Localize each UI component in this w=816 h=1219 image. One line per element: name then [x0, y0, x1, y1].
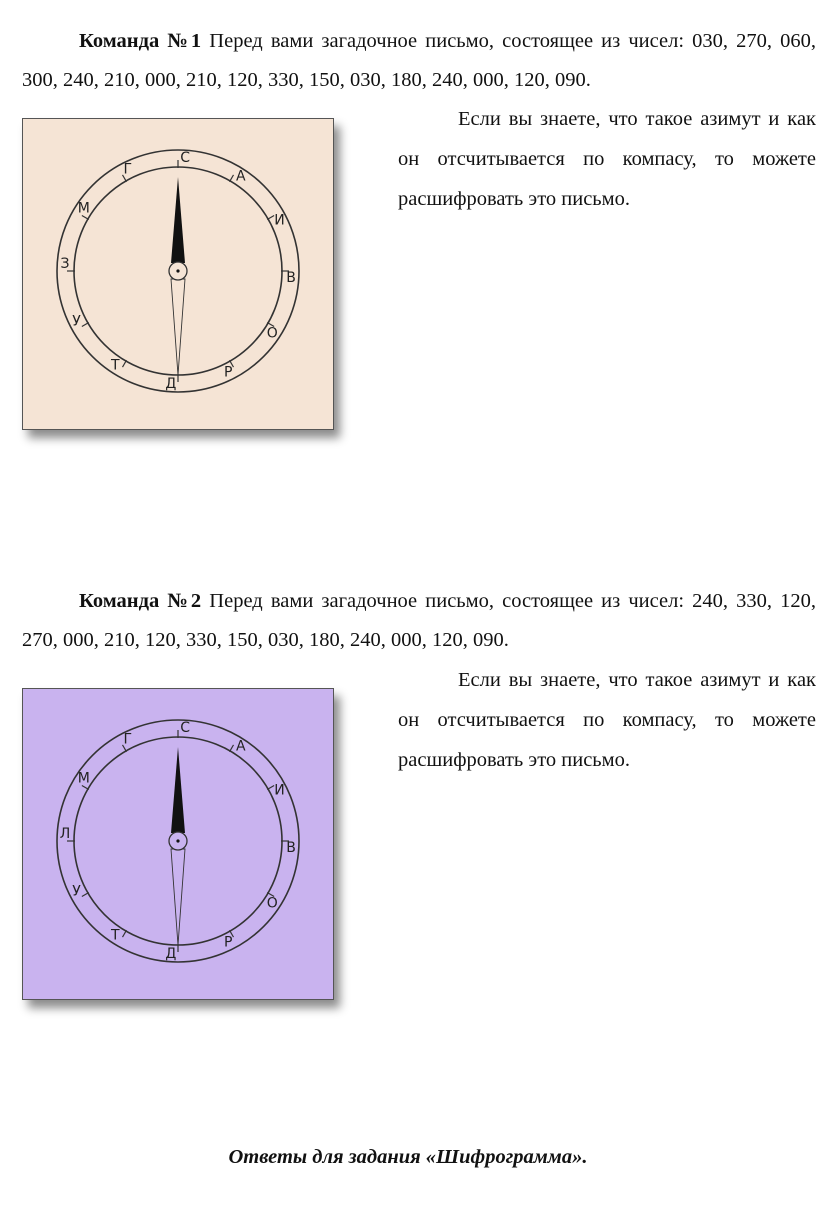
team2-task: [22, 582, 816, 660]
compass-letter: И: [274, 212, 285, 229]
compass-letter: Т: [110, 927, 120, 944]
team1-hint: [398, 99, 816, 219]
compass-letter: А: [235, 738, 246, 755]
pivot-dot: [176, 269, 179, 272]
compass-letter: Л: [59, 825, 71, 842]
team2-text: Перед вами загадочное письмо, состоящее из чисел: 240, 330, 120, 270, 000, 210, 120, 330, 150, 030, 180, 240, 000, 120, 090.: [22, 590, 816, 651]
compass-letter: Р: [224, 364, 233, 381]
compass-letter: Р: [224, 934, 233, 951]
team2-heading: Команда №2: [79, 590, 202, 612]
compass-letter: У: [72, 883, 81, 900]
pivot-dot: [176, 839, 179, 842]
team2-compass-svg: [23, 689, 333, 999]
compass-letter: М: [77, 200, 90, 217]
compass-letter: И: [274, 782, 285, 799]
team2-hint: [398, 660, 816, 780]
compass-letter: В: [286, 840, 296, 857]
azimuth-tick: [267, 786, 274, 790]
azimuth-tick: [82, 893, 89, 897]
compass-letter: Т: [110, 357, 120, 374]
team1-hint-text: Если вы знаете, что такое азимут и как он отсчитывается по компасу, то можете расшифровать это письмо.: [398, 108, 816, 210]
azimuth-tick: [123, 930, 127, 937]
azimuth-tick: [82, 323, 89, 327]
compass-letter: М: [77, 770, 90, 787]
azimuth-tick: [123, 360, 127, 367]
team1-heading: Команда №1: [79, 30, 202, 52]
compass-letter: С: [180, 720, 191, 736]
team2-hint-text: Если вы знаете, что такое азимут и как он отсчитывается по компасу, то можете расшифровать это письмо.: [398, 669, 816, 771]
needle-south: [171, 279, 185, 375]
compass-letter: З: [60, 255, 70, 272]
compass-letter: С: [180, 150, 191, 166]
team1-compass-svg: [23, 119, 333, 429]
needle-north: [171, 747, 185, 833]
azimuth-tick: [230, 175, 234, 182]
team1-task: [22, 22, 816, 100]
azimuth-tick: [230, 745, 234, 752]
team2-compass: [22, 688, 334, 1000]
team1-compass: [22, 118, 334, 430]
compass-letter: Г: [123, 161, 133, 178]
team1-text: Перед вами загадочное письмо, состоящее из чисел: 030, 270, 060, 300, 240, 210, 000, 210, 120, 330, 150, 030, 180, 240, 000, 120, 090.: [22, 30, 816, 91]
compass-letter: У: [72, 313, 81, 330]
compass-letter: В: [286, 270, 296, 287]
compass-letter: А: [235, 168, 246, 185]
needle-south: [171, 849, 185, 945]
compass-letter: Д: [165, 376, 177, 392]
compass-letter: О: [266, 895, 278, 912]
needle-north: [171, 177, 185, 263]
compass-letter: Г: [123, 731, 133, 748]
compass-letter: Д: [165, 946, 177, 962]
answers-title: Ответы для задания «Шифрограмма».: [228, 1146, 588, 1168]
azimuth-tick: [267, 216, 274, 220]
compass-letter: О: [266, 325, 278, 342]
